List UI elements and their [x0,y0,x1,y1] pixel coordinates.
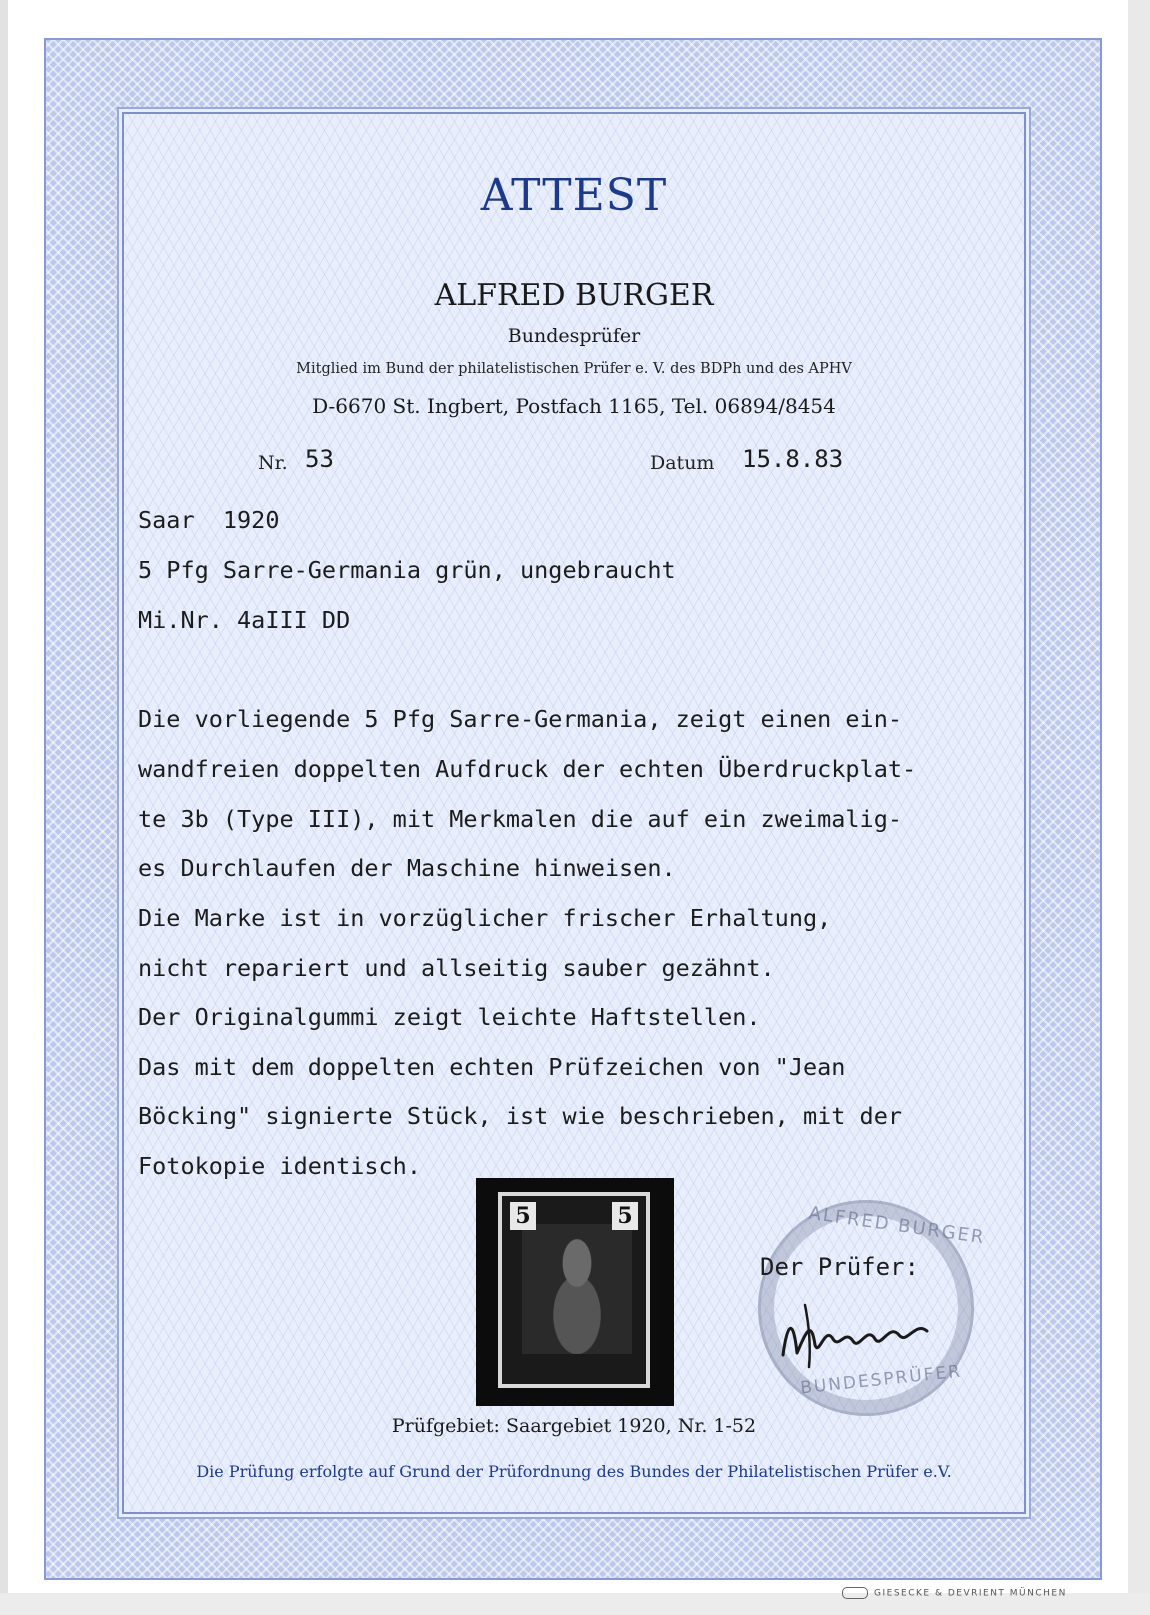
stamp-photo [476,1178,674,1406]
printer-imprint [842,1587,1067,1599]
handwritten-signature [775,1295,945,1375]
printer-logo-icon [842,1587,868,1599]
date-label: Datum [650,452,715,474]
examiner-label: Der Prüfer: [760,1253,919,1281]
body-line: Die vorliegende 5 Pfg Sarre-Germania, zeigt einen ein- [138,705,903,733]
body-line: nicht repariert und allseitig sauber gezähnt. [138,954,775,982]
membership-line: Mitglied im Bund der philatelistischen Prüfer e. V. des BDPh und des APHV [296,361,852,377]
stamp-info-line: Mi.Nr. 4aIII DD [138,606,351,634]
examiner-name: ALFRED BURGER [434,278,714,313]
stamp-info-line: Saar 1920 [138,506,280,534]
body-line: Böcking" signierte Stück, ist wie beschrieben, mit der [138,1102,903,1130]
body-line: te 3b (Type III), mit Merkmalen die auf ein zweimalig- [138,805,903,833]
body-line: Fotokopie identisch. [138,1152,421,1180]
germania-figure [522,1224,632,1354]
stamp-frame [498,1192,650,1388]
body-line: Die Marke ist in vorzüglicher frischer Erhaltung, [138,904,832,932]
examiner-role: Bundesprüfer [507,325,641,347]
page-edge-left [0,0,8,1615]
exam-rules-footnote: Die Prüfung erfolgte auf Grund der Prüfordnung des Bundes der Philatelistischen Prüfer e.V. [196,1462,952,1481]
printer-name: GIESECKE & DEVRIENT MÜNCHEN [874,1588,1067,1599]
body-line: Der Originalgummi zeigt leichte Haftstellen. [138,1003,761,1031]
address-line: D-6670 St. Ingbert, Postfach 1165, Tel. 06894/8454 [312,394,836,418]
body-line: es Durchlaufen der Maschine hinweisen. [138,854,676,882]
body-line: wandfreien doppelten Aufdruck der echten Überdruckplat- [138,755,917,783]
page-edge-right [1128,0,1150,1615]
body-line: Das mit dem doppelten echten Prüfzeichen von "Jean [138,1053,846,1081]
stamp-value-right: 5 [612,1202,638,1230]
certificate-title: ATTEST [480,170,668,221]
number-value: 53 [305,445,334,473]
date-value: 15.8.83 [742,445,844,473]
number-label: Nr. [258,452,288,474]
stamp-info-line: 5 Pfg Sarre-Germania grün, ungebraucht [138,556,676,584]
seal-text-bottom: BUNDESPRÜFER [799,1361,963,1399]
stamp-value-left: 5 [510,1202,536,1230]
exam-area-caption: Prüfgebiet: Saargebiet 1920, Nr. 1-52 [391,1415,757,1437]
seal-text-top: ALFRED BURGER [807,1202,987,1249]
